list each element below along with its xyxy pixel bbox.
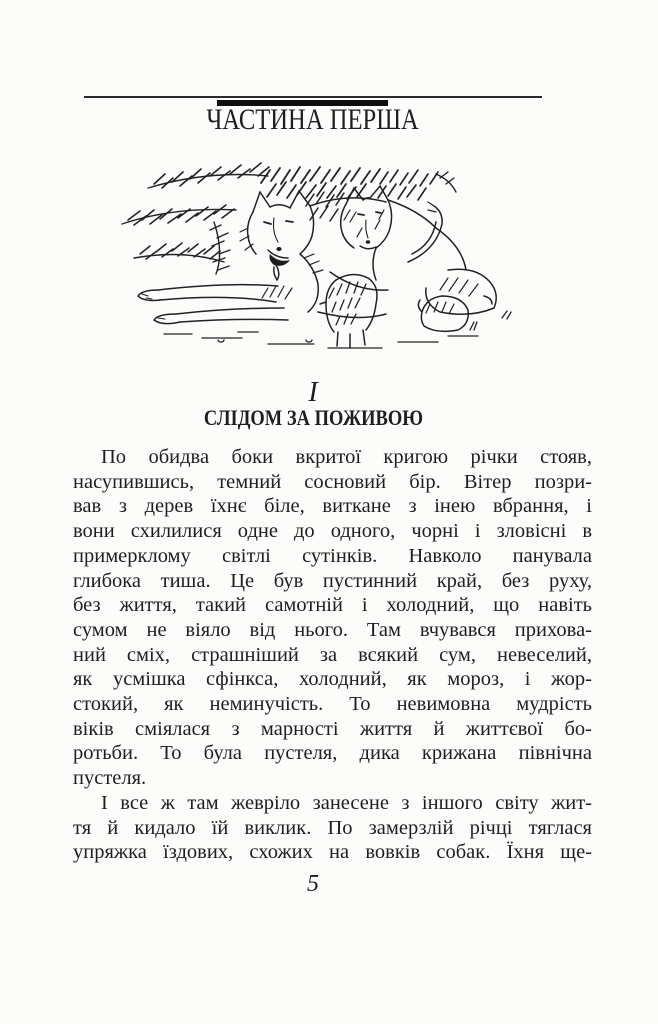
body-line: віків сміялася з марності життя й життєвої бо- — [73, 717, 592, 740]
body-line: пустеля. — [73, 767, 147, 790]
body-line: як усмішка сфінкса, холодний, як мороз, і жор- — [73, 668, 592, 691]
part-title-text: ЧАСТИНА ПЕРША — [206, 103, 420, 136]
chapter-title-text: СЛІДОМ ЗА ПОЖИВОЮ — [203, 405, 423, 430]
body-line: По обидва боки вкритої кригою річки стояв, — [101, 446, 592, 468]
body-line: стокий, як неминучість. То невимовна мудрість — [73, 693, 592, 716]
part-title — [84, 103, 542, 137]
second-wolf — [330, 186, 496, 314]
page-number: 5 — [307, 871, 319, 897]
body-text — [73, 445, 592, 865]
body-line: глибока тиша. Це був пустинний край, без руху, — [73, 569, 592, 592]
body-line: примерклому світлі сутінків. Навколо панувала — [73, 544, 592, 567]
body-line: вав з дерев їхнє біле, виткане з інею вбрання, і — [73, 495, 592, 518]
wolf-cubs — [320, 274, 468, 348]
chapter-number: I — [308, 377, 318, 408]
body-line: ний сміх, страшніший за всякий сум, невеселий, — [73, 643, 592, 666]
body-line: упряжка їздових, схожих на вовків собак. Їхня ще- — [73, 841, 592, 864]
chapter-title — [84, 405, 542, 431]
body-line: вони схилилися одне до одного, чорні і зловісні в — [73, 520, 592, 543]
body-line: сумом не віяло від нього. Там вчувався прихова- — [73, 618, 592, 641]
body-line: насупившись, темний сосновий бір. Вітер позри- — [73, 470, 592, 493]
body-line: І все ж там жевріло занесене з іншого світу жит- — [101, 791, 592, 814]
body-line: без життя, такий самотній і холодний, що навіть — [73, 594, 592, 617]
fir-branches — [122, 163, 456, 274]
header-rule — [84, 96, 542, 98]
body-line: тя й кидало їй виклик. По замерзлій річці тяглася — [73, 816, 592, 839]
wolves-illustration — [118, 162, 530, 354]
body-line: ротьби. То була пустеля, дика крижана північна — [73, 742, 592, 765]
